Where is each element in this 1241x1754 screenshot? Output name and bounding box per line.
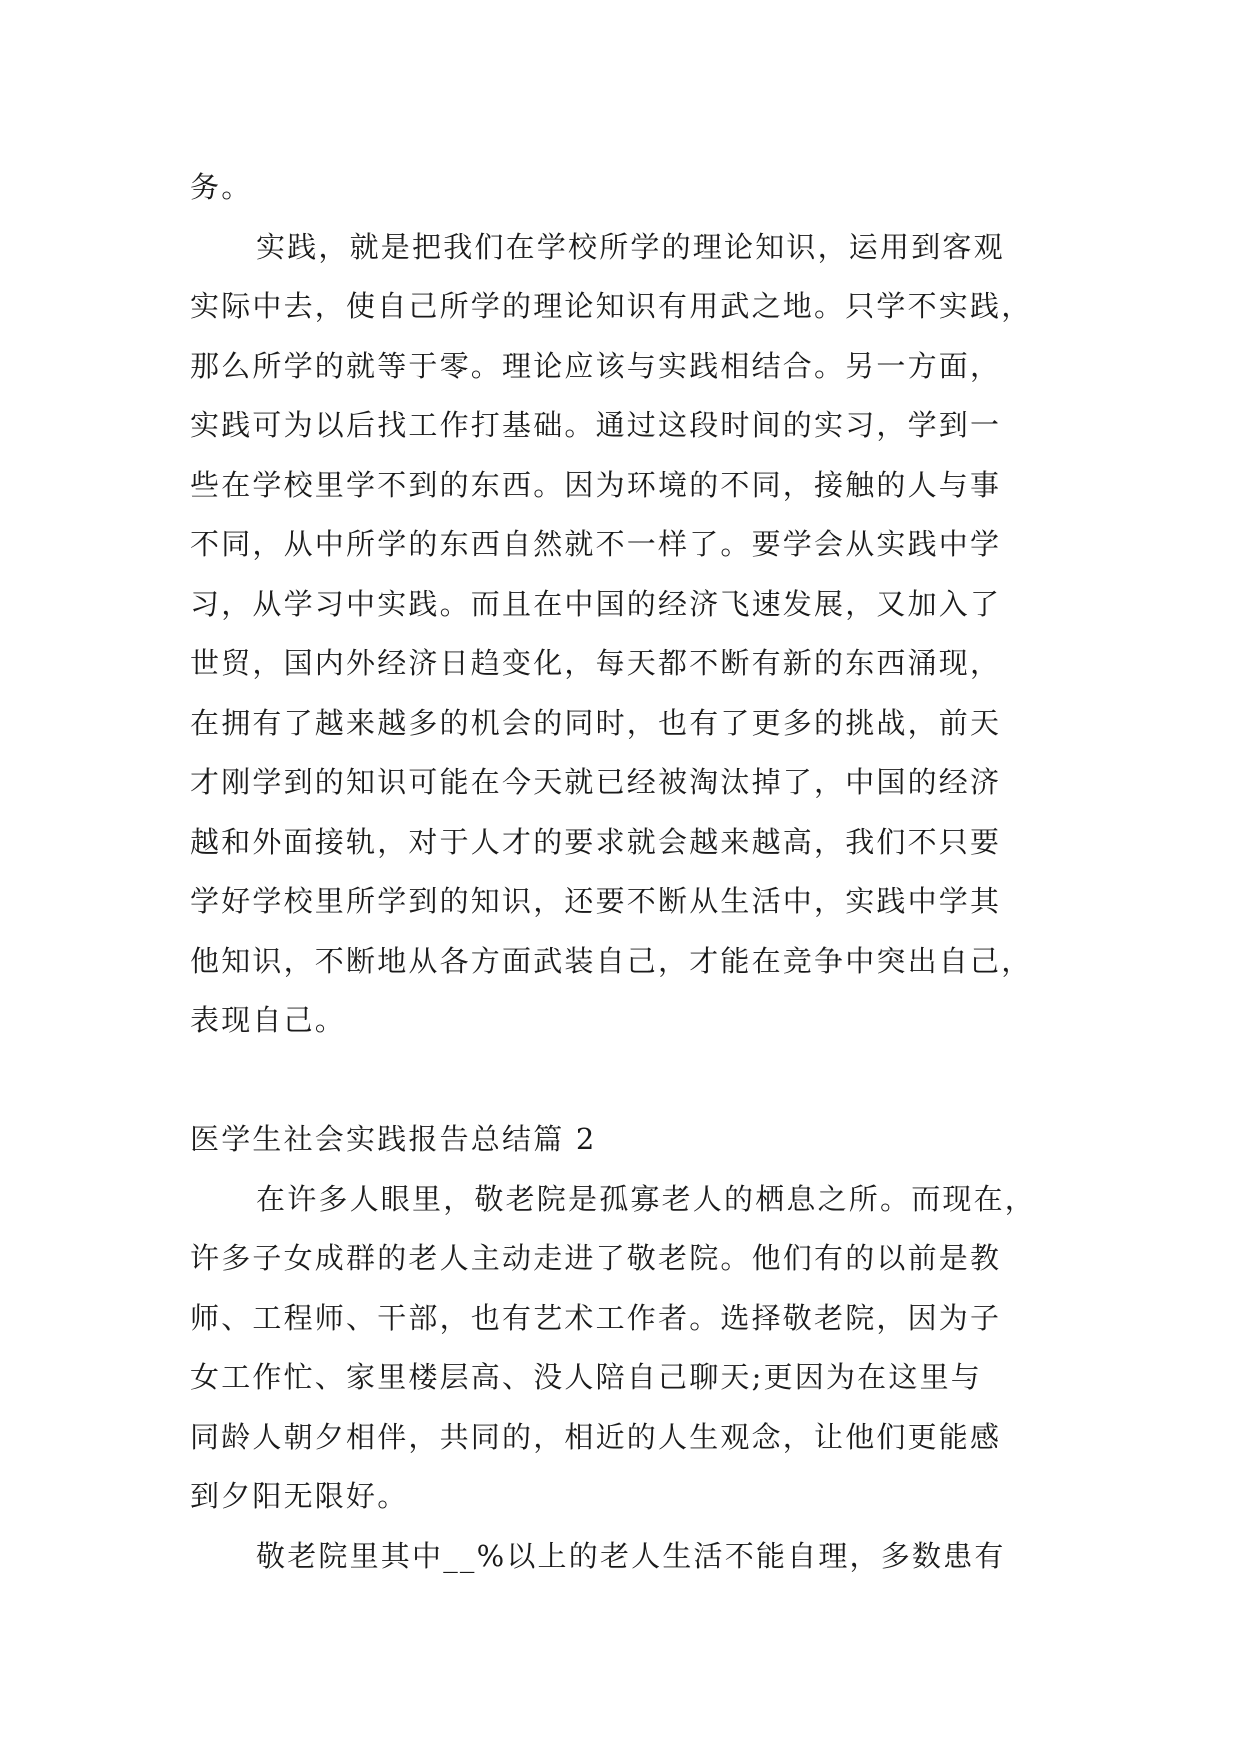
section-gap bbox=[190, 1051, 1070, 1111]
paragraph-line: 习，从学习中实践。而且在中国的经济飞速发展，又加入了 bbox=[190, 586, 1002, 621]
paragraph-line: 实践，就是把我们在学校所学的理论知识，运用到客观 bbox=[256, 229, 1005, 264]
paragraph-line: 在拥有了越来越多的机会的同时，也有了更多的挑战，前天 bbox=[190, 705, 1002, 740]
paragraph-line: 在许多人眼里，敬老院是孤寡老人的栖息之所。而现在， bbox=[256, 1181, 1037, 1216]
paragraph-line: 师、工程师、干部，也有艺术工作者。选择敬老院，因为子 bbox=[190, 1300, 1002, 1335]
paragraph-line: 实践可为以后找工作打基础。通过这段时间的实习，学到一 bbox=[190, 408, 1002, 442]
paragraph-line: 敬老院里其中__%以上的老人生活不能自理，多数患有 bbox=[256, 1538, 1006, 1573]
document-page bbox=[190, 158, 1070, 1586]
section-heading: 医学生社会实践报告总结篇 2 bbox=[190, 1122, 597, 1156]
paragraph-line: 才刚学到的知识可能在今天就已经被淘汰掉了，中国的经济 bbox=[190, 765, 1002, 799]
paragraph-line: 越和外面接轨，对于人才的要求就会越来越高，我们不只要 bbox=[190, 824, 1002, 859]
section-2 bbox=[190, 1170, 1070, 1587]
section-1 bbox=[190, 158, 1070, 1051]
paragraph-line: 许多子女成群的老人主动走进了敬老院。他们有的以前是教 bbox=[190, 1241, 1002, 1275]
paragraph-line: 学好学校里所学到的知识，还要不断从生活中，实践中学其 bbox=[190, 884, 1002, 918]
paragraph-line: 他知识，不断地从各方面武装自己，才能在竞争中突出自己， bbox=[190, 943, 1033, 978]
paragraph-line: 世贸，国内外经济日趋变化，每天都不断有新的东西涌现， bbox=[190, 646, 1002, 680]
paragraph-line: 些在学校里学不到的东西。因为环境的不同，接触的人与事 bbox=[190, 467, 1002, 502]
paragraph-line: 务。 bbox=[190, 170, 253, 204]
paragraph-line: 女工作忙、家里楼层高、没人陪自己聊天;更因为在这里与 bbox=[190, 1360, 982, 1394]
paragraph-line: 表现自己。 bbox=[190, 1003, 347, 1037]
paragraph-line: 那么所学的就等于零。理论应该与实践相结合。另一方面， bbox=[190, 348, 1002, 383]
paragraph-line: 到夕阳无限好。 bbox=[190, 1479, 409, 1513]
paragraph-line: 实际中去，使自己所学的理论知识有用武之地。只学不实践， bbox=[190, 289, 1033, 323]
paragraph-line: 不同，从中所学的东西自然就不一样了。要学会从实践中学 bbox=[190, 527, 1002, 561]
paragraph-line: 同龄人朝夕相伴，共同的，相近的人生观念，让他们更能感 bbox=[190, 1419, 1002, 1454]
